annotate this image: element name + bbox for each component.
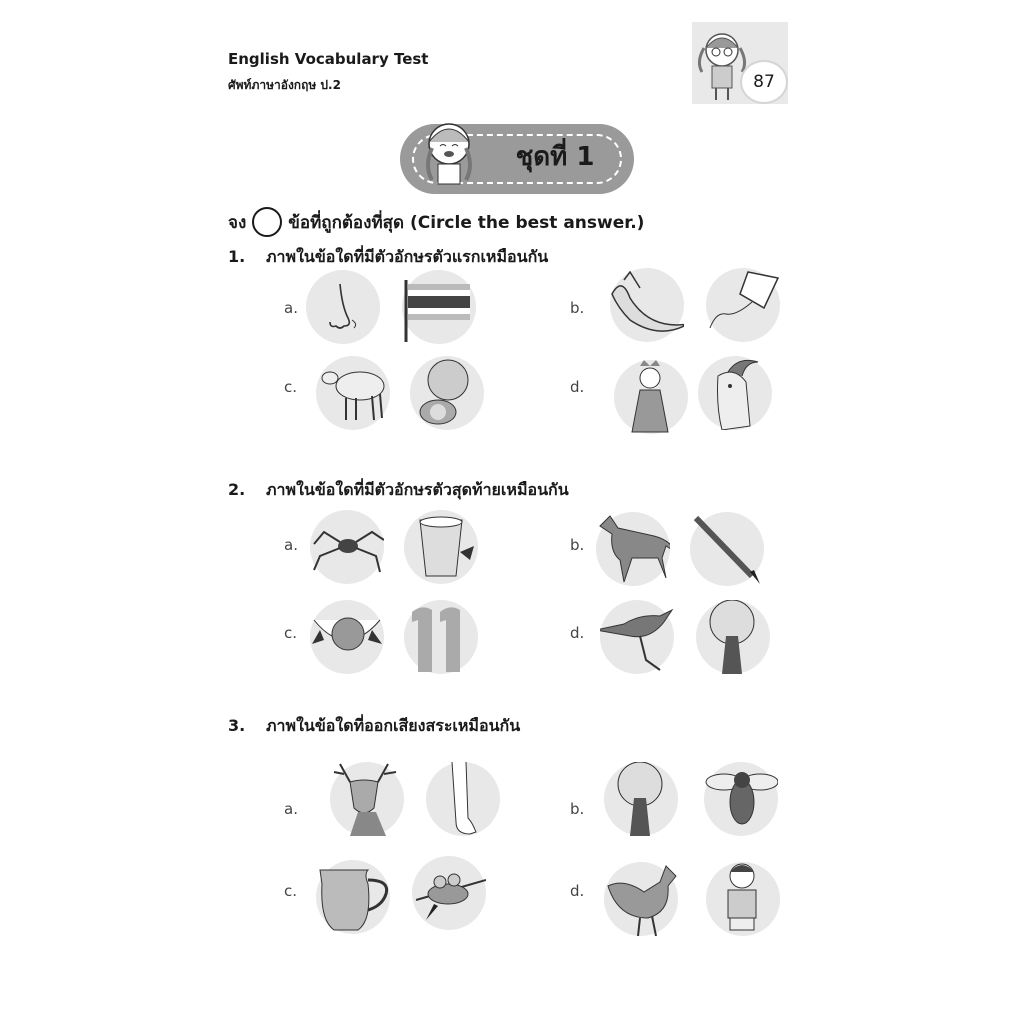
option-label[interactable]: d. — [570, 624, 585, 642]
nose-icon — [306, 270, 380, 344]
jug-icon — [316, 860, 390, 934]
spider-icon — [310, 510, 384, 584]
question-2 — [228, 478, 569, 503]
queen-icon — [614, 360, 688, 434]
question-number: 3. — [228, 716, 246, 735]
instruction-prefix: จง — [228, 212, 247, 233]
banana-icon — [610, 268, 684, 342]
number-eleven-icon — [404, 600, 478, 674]
option-label[interactable]: d. — [570, 882, 585, 900]
option-label[interactable]: c. — [284, 882, 298, 900]
bee-icon — [704, 762, 778, 836]
boy-icon — [706, 862, 780, 936]
cow-icon — [316, 356, 390, 430]
tree-icon — [696, 600, 770, 674]
option-label[interactable]: c. — [284, 378, 298, 396]
tongue-icon — [310, 600, 384, 674]
glass-of-water-icon — [404, 510, 478, 584]
question-text: ภาพในข้อใดที่มีตัวอักษรตัวแรกเหมือนกัน — [266, 247, 549, 266]
answer-circle-icon — [252, 207, 282, 237]
kite-icon — [706, 268, 780, 342]
pencil-icon — [690, 512, 764, 586]
option-label[interactable]: a. — [284, 536, 298, 554]
question-number: 2. — [228, 480, 246, 499]
option-label[interactable]: c. — [284, 624, 298, 642]
option-label[interactable]: b. — [570, 536, 585, 554]
nest-icon — [412, 856, 486, 930]
leg-icon — [426, 762, 500, 836]
page-number: 87 — [740, 60, 788, 104]
instruction-text: ข้อที่ถูกต้องที่สุด (Circle the best answer.) — [288, 212, 645, 233]
hen-icon — [604, 862, 678, 936]
bird-icon — [600, 600, 674, 674]
question-text: ภาพในข้อใดที่ออกเสียงสระเหมือนกัน — [266, 716, 521, 735]
instruction-line — [228, 207, 644, 237]
question-3 — [228, 714, 520, 739]
option-label[interactable]: b. — [570, 299, 585, 317]
question-number: 1. — [228, 247, 246, 266]
worksheet-subtitle: ศัพท์ภาษาอังกฤษ ป.2 — [228, 78, 341, 92]
question-text: ภาพในข้อใดที่มีตัวอักษรตัวสุดท้ายเหมือนกัน — [266, 480, 569, 499]
option-label[interactable]: a. — [284, 299, 298, 317]
tree-icon — [604, 762, 678, 836]
girl-face-icon — [420, 114, 478, 186]
worksheet-title: English Vocabulary Test — [228, 50, 429, 68]
horse-icon — [596, 512, 670, 586]
question-1 — [228, 245, 548, 270]
option-label[interactable]: b. — [570, 800, 585, 818]
deer-icon — [330, 762, 404, 836]
option-label[interactable]: a. — [284, 800, 298, 818]
option-label[interactable]: d. — [570, 378, 585, 396]
orange-icon — [410, 356, 484, 430]
goat-icon — [698, 356, 772, 430]
thai-flag-icon — [402, 270, 476, 344]
banner-label: ชุดที่ 1 — [515, 142, 595, 172]
